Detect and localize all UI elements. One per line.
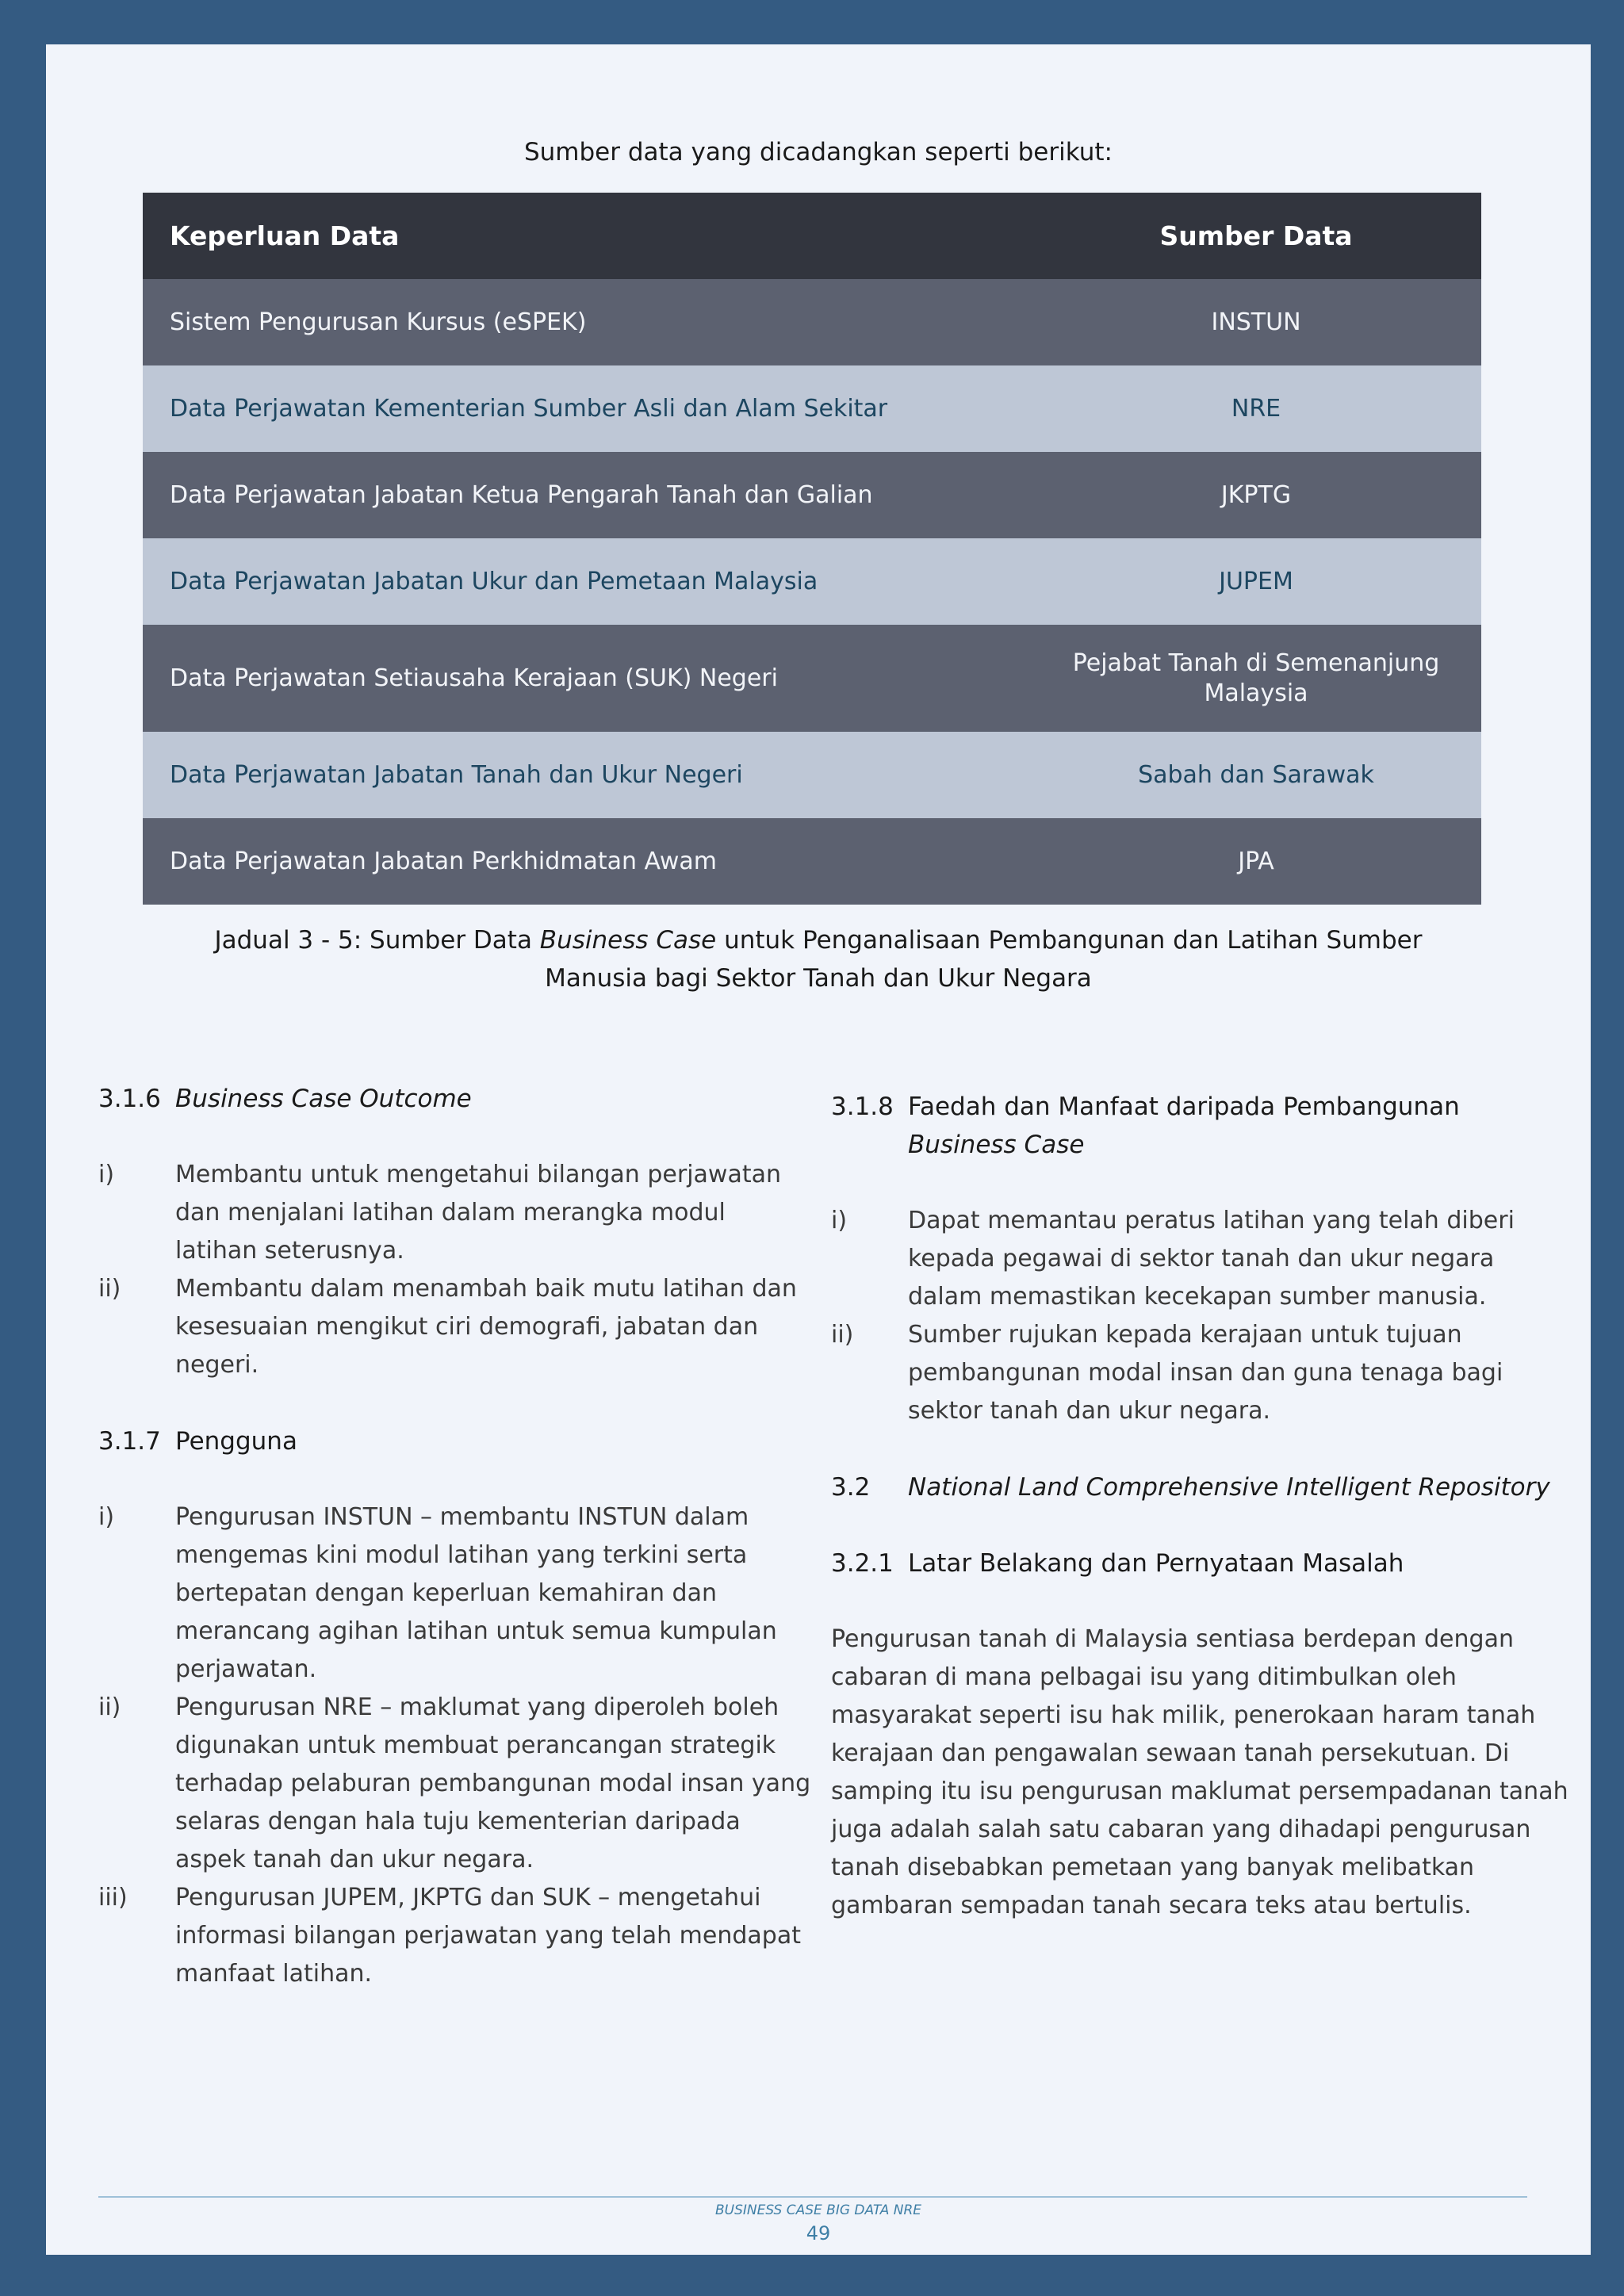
cell-need: Data Perjawatan Jabatan Tanah dan Ukur Negeri	[143, 732, 1031, 818]
table-row	[143, 279, 1481, 365]
cell-source: JPA	[1031, 818, 1481, 905]
right-column	[831, 1088, 1568, 1925]
item-text: Sumber rujukan kepada kerajaan untuk tujuan pembangunan modal insan dan guna tenaga bagi sektor tanah dan ukur negara.	[908, 1321, 1503, 1425]
intro-text: Sumber data yang dicadangkan seperti berikut:	[523, 138, 1113, 166]
list-item	[98, 1689, 812, 1879]
section-heading-3-2-1	[831, 1544, 1568, 1582]
item-text: Dapat memantau peratus latihan yang telah diberi kepada pegawai di sektor tanah dan ukur negara dalam memastikan kecekapan sumber manusia.	[908, 1207, 1515, 1311]
table-row	[143, 818, 1481, 905]
table-row	[143, 538, 1481, 625]
item-numeral: i)	[98, 1161, 115, 1188]
cell-source: JUPEM	[1031, 538, 1481, 625]
list-item	[98, 1156, 812, 1270]
section-number: 3.2.1	[831, 1549, 894, 1578]
list-item	[98, 1879, 812, 1993]
cell-need: Sistem Pengurusan Kursus (eSPEK)	[143, 279, 1031, 365]
data-source-table	[143, 193, 1481, 905]
footer-divider	[98, 2196, 1527, 2198]
table-row	[143, 625, 1481, 732]
section-heading-3-1-7	[98, 1422, 812, 1460]
cell-source: JKPTG	[1031, 452, 1481, 538]
item-numeral: iii)	[98, 1884, 128, 1911]
section-title: Pengguna	[175, 1427, 297, 1456]
table-header-row	[143, 193, 1481, 279]
header-sumber-data: Sumber Data	[1031, 193, 1481, 279]
item-text: Pengurusan NRE – maklumat yang diperoleh boleh digunakan untuk membuat perancangan strategik terhadap pelaburan pembangunan modal insan yang selaras dengan hala tuju kementerian daripada aspek tanah dan ukur negara.	[175, 1693, 811, 1873]
item-text: Pengurusan INSTUN – membantu INSTUN dalam mengemas kini modul latihan yang terkini serta bertepatan dengan keperluan kemahiran dan merancang agihan latihan untuk semua kumpulan perjawatan.	[175, 1503, 777, 1683]
item-text: Membantu untuk mengetahui bilangan perjawatan dan menjalani latihan dalam merangka modul latihan seterusnya.	[175, 1161, 781, 1265]
list-item	[831, 1316, 1568, 1430]
cell-source: Sabah dan Sarawak	[1031, 732, 1481, 818]
list-item	[831, 1202, 1568, 1316]
left-column	[98, 1080, 812, 1993]
caption-part2: untuk Penganalisaan Pembangunan dan Latihan Sumber Manusia bagi Sektor Tanah dan Ukur Negara	[545, 926, 1423, 993]
section-number: 3.1.7	[98, 1427, 161, 1456]
section-number: 3.2	[831, 1473, 871, 1502]
caption-italic: Business Case	[539, 926, 717, 955]
item-numeral: ii)	[98, 1693, 121, 1721]
item-numeral: ii)	[831, 1321, 854, 1349]
cell-source: Pejabat Tanah di Semenanjung Malaysia	[1031, 625, 1481, 732]
cell-source: NRE	[1031, 365, 1481, 452]
section-number: 3.1.8	[831, 1093, 894, 1121]
footer-title: BUSINESS CASE BIG DATA NRE	[714, 2202, 922, 2218]
page-number: 49	[806, 2222, 831, 2244]
item-text: Membantu dalam menambah baik mutu latihan dan kesesuaian mengikut ciri demografi, jabatan dan negeri.	[175, 1275, 797, 1379]
caption-part1: Jadual 3 - 5: Sumber Data	[214, 926, 540, 955]
table-caption	[205, 921, 1432, 997]
section-heading-3-1-8	[831, 1088, 1568, 1164]
cell-source: INSTUN	[1031, 279, 1481, 365]
section-title: Faedah dan Manfaat daripada Pembangunan Business Case	[908, 1093, 1460, 1159]
cell-need: Data Perjawatan Kementerian Sumber Asli dan Alam Sekitar	[143, 365, 1031, 452]
document-page	[46, 44, 1591, 2255]
list-item	[98, 1270, 812, 1384]
table-row	[143, 452, 1481, 538]
section-title: Business Case Outcome	[175, 1085, 472, 1113]
header-keperluan-data: Keperluan Data	[143, 193, 1031, 279]
cell-need: Data Perjawatan Jabatan Ukur dan Pemetaan Malaysia	[143, 538, 1031, 625]
section-title: Latar Belakang dan Pernyataan Masalah	[908, 1549, 1404, 1578]
cell-need: Data Perjawatan Setiausaha Kerajaan (SUK) Negeri	[143, 625, 1031, 732]
body-paragraph: Pengurusan tanah di Malaysia sentiasa berdepan dengan cabaran di mana pelbagai isu yang ditimbulkan oleh masyarakat seperti isu hak milik, penerokaan haram tanah kerajaan dan pengawalan sewaan tanah persekutuan. Di samping itu isu pengurusan maklumat persempadanan tanah juga adalah salah satu cabaran yang dihadapi pengurusan tanah disebabkan pemetaan yang banyak melibatkan gambaran sempadan tanah secara teks atau bertulis.	[831, 1625, 1568, 1919]
item-numeral: ii)	[98, 1275, 121, 1303]
cell-need: Data Perjawatan Jabatan Ketua Pengarah Tanah dan Galian	[143, 452, 1031, 538]
item-numeral: i)	[98, 1503, 115, 1531]
table-row	[143, 732, 1481, 818]
list-item	[98, 1498, 812, 1689]
section-heading-3-1-6	[98, 1080, 812, 1118]
item-text: Pengurusan JUPEM, JKPTG dan SUK – mengetahui informasi bilangan perjawatan yang telah mendapat manfaat latihan.	[175, 1884, 801, 1988]
table-row	[143, 365, 1481, 452]
section-number: 3.1.6	[98, 1085, 161, 1113]
section-title: National Land Comprehensive Intelligent Repository	[908, 1473, 1550, 1502]
cell-need: Data Perjawatan Jabatan Perkhidmatan Awam	[143, 818, 1031, 905]
section-heading-3-2	[831, 1468, 1568, 1506]
item-numeral: i)	[831, 1207, 848, 1234]
